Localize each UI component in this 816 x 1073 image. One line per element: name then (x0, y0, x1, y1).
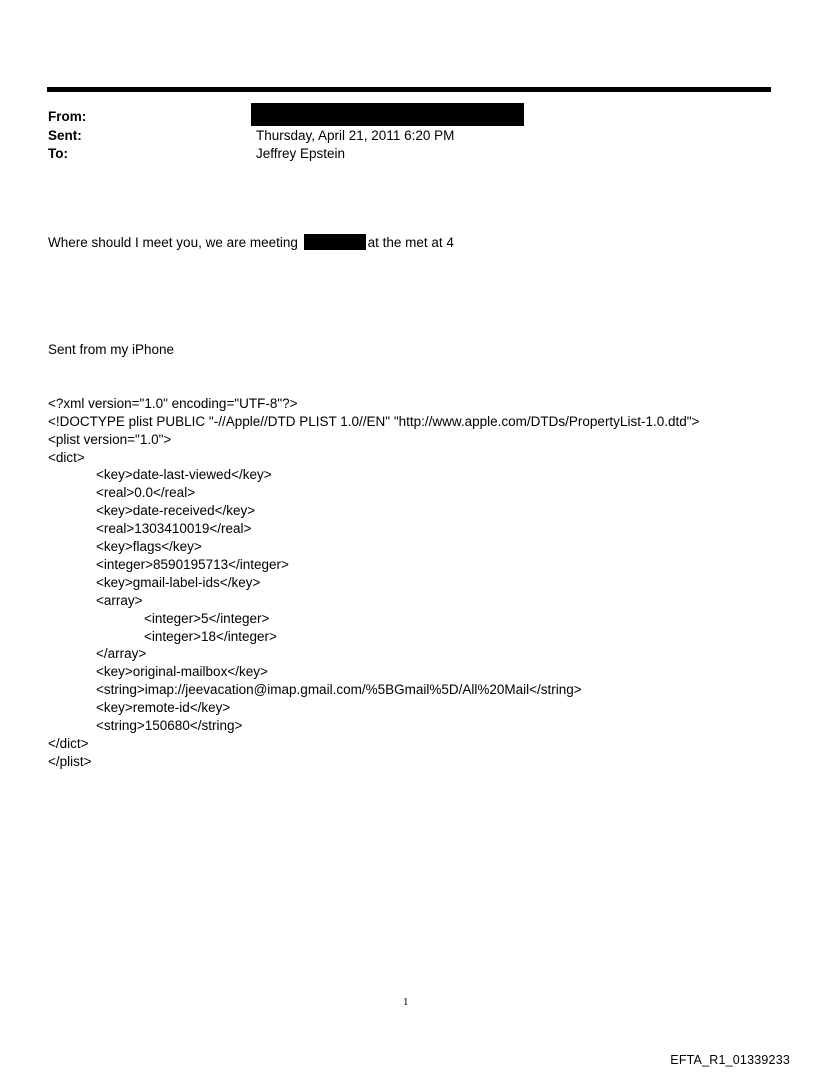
plist-line: </dict> (48, 735, 89, 751)
email-header (48, 108, 748, 164)
plist-line: <array> (96, 592, 143, 608)
from-label: From: (48, 109, 87, 124)
signature-line: Sent from my iPhone (48, 342, 175, 358)
message-before: Where should I meet you, we are meeting (48, 234, 302, 250)
to-value: Jeffrey Epstein (256, 146, 346, 161)
plist-block (48, 395, 788, 771)
plist-line: <key>date-last-viewed</key> (96, 467, 272, 483)
plist-line: <dict> (48, 449, 85, 465)
plist-line: <real>1303410019</real> (96, 521, 252, 537)
plist-line: <integer>8590195713</integer> (96, 556, 289, 572)
plist-line: <?xml version="1.0" encoding="UTF-8"?> (48, 395, 298, 411)
plist-line: <!DOCTYPE plist PUBLIC "-//Apple//DTD PLIST 1.0//EN" "http://www.apple.com/DTDs/PropertyList-1.0.dtd"> (48, 413, 700, 429)
blank-line (48, 288, 788, 306)
plist-line: <key>flags</key> (96, 539, 202, 555)
message-after: at the met at 4 (367, 234, 454, 250)
plist-line: <string>150680</string> (96, 717, 243, 733)
sent-label: Sent: (48, 127, 82, 143)
plist-line: <key>date-received</key> (96, 503, 256, 519)
from-row (48, 108, 748, 127)
message-redaction (304, 234, 366, 250)
sent-value: Thursday, April 21, 2011 6:20 PM (256, 127, 455, 143)
plist-line: <key>remote-id</key> (96, 700, 231, 716)
plist-line: <integer>5</integer> (144, 610, 270, 626)
to-label: To: (48, 146, 68, 161)
plist-line: <real>0.0</real> (96, 485, 196, 501)
to-row (48, 145, 748, 164)
plist-line: <key>original-mailbox</key> (96, 664, 268, 680)
plist-line: <string>imap://jeevacation@imap.gmail.com/%5BGmail%5D/All%20Mail</string> (96, 682, 582, 698)
plist-line: </array> (96, 646, 147, 662)
plist-line: </plist> (48, 753, 92, 769)
document-id: EFTA_R1_01339233 (670, 1053, 790, 1067)
page-number: 1 (403, 996, 409, 1008)
email-body (48, 198, 788, 789)
from-redaction (251, 103, 524, 126)
plist-line: <plist version="1.0"> (48, 431, 172, 447)
plist-line: <key>gmail-label-ids</key> (96, 574, 261, 590)
sent-row (48, 127, 748, 146)
header-rule (47, 87, 771, 92)
message-line (48, 234, 788, 252)
plist-line: <integer>18</integer> (144, 628, 277, 644)
